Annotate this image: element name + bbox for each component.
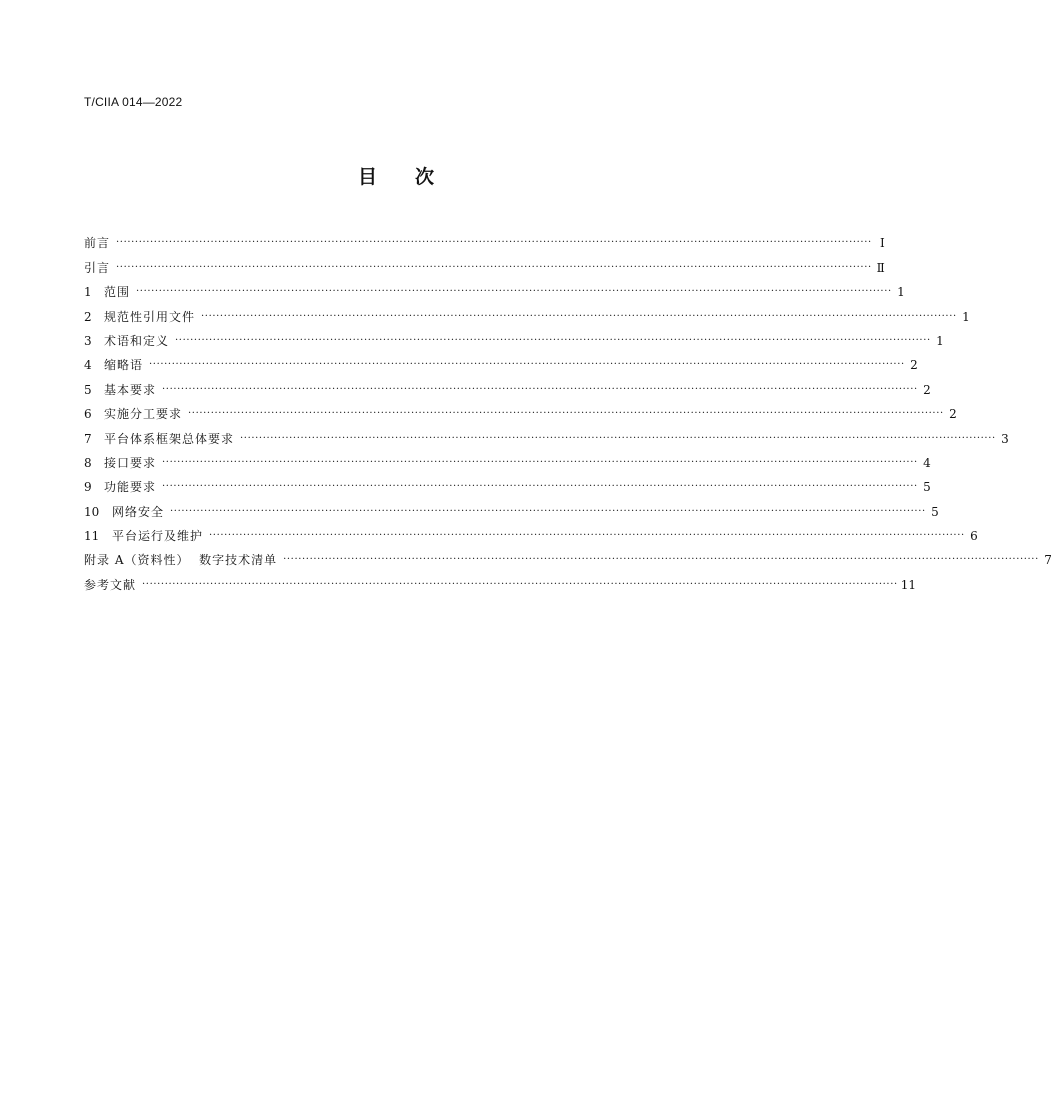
toc-entry-number: 1 [84,285,92,300]
toc-dot-leader: ········································································································································································································ [188,408,944,420]
toc-dot-leader: ········································································································································································································ [149,359,905,371]
toc-entry-label: 功能要求 [104,480,157,495]
toc-entry[interactable] [84,299,970,324]
toc-entry[interactable] [84,446,931,470]
toc-dot-leader: ········································································································································································································ [116,261,872,273]
toc-entry[interactable] [84,275,905,300]
toc-dot-leader: ········································································································································································································ [162,481,918,493]
toc-entry[interactable] [84,250,885,275]
toc-dot-leader: ········································································································································································································ [240,432,996,444]
toc-dot-leader: ········································································································································································································ [162,383,918,395]
toc-entry-number: 11 [84,529,100,544]
page-title [0,162,792,189]
toc-entry[interactable] [84,397,957,422]
toc-entry-label: 网络安全 [112,504,165,519]
toc-entry-number: 3 [84,333,92,348]
document-code: T/CIIA 014—2022 [84,95,183,109]
toc-entry-label: 基本要求 [104,382,157,397]
toc-entry-page: 5 [923,480,931,495]
toc-entry-label: 范围 [104,285,131,300]
toc-entry-page: Ⅰ [880,236,885,251]
toc-dot-leader: ········································································································································································································ [209,530,965,542]
toc-entry-label: 接口要求 [104,455,157,470]
toc-entry-page: 7 [1044,553,1052,568]
title-char-1: 目 [357,166,377,188]
toc-entry-number: 4 [84,358,92,373]
toc-entry-page: 6 [970,529,978,544]
toc-entry[interactable] [84,324,944,348]
toc-entry[interactable] [84,494,939,519]
toc-entry-page: 2 [910,358,918,373]
toc-entry[interactable] [84,470,931,495]
toc-entry-page: 1 [936,333,944,348]
toc-dot-leader: ········································································································································································································ [136,286,892,298]
toc-dot-leader: ········································································································································································································ [201,310,957,322]
toc-dot-leader: ········································································································································································································ [170,505,926,517]
toc-entry-number: 8 [84,455,92,470]
toc-entry[interactable] [84,543,1052,568]
toc-entry-label: 附录 A（资料性） 数字技术清单 [84,553,278,568]
toc-entry[interactable] [84,421,1009,446]
toc-entry[interactable] [84,226,885,251]
toc-entry-number: 6 [84,407,92,422]
toc-entry-label: 平台体系框架总体要求 [104,431,235,446]
toc-entry[interactable] [84,372,931,397]
toc-entry-number: 10 [84,504,100,519]
toc-entry-number: 2 [84,309,92,324]
toc-entry[interactable] [84,519,978,544]
toc-entry-page: 1 [897,285,905,300]
toc-entry-page: 11 [900,577,917,592]
toc-dot-leader: ········································································································································································································ [116,237,872,249]
toc-entry-label: 引言 [84,260,111,275]
toc-entry-label: 实施分工要求 [104,407,183,422]
toc-dot-leader: ········································································································································································································ [142,578,898,590]
title-char-2: 次 [415,166,435,188]
toc-entry-page: 1 [962,309,970,324]
toc-entry-label: 规范性引用文件 [104,309,196,324]
toc-entry-page: 2 [923,382,931,397]
toc-entry-page: 5 [931,504,939,519]
toc-entry-label: 术语和定义 [104,333,170,348]
toc-entry-page: 4 [923,455,931,470]
toc-entry-page: Ⅱ [876,260,885,275]
toc-entry[interactable] [84,567,917,592]
toc-entry-number: 5 [84,382,92,397]
toc-dot-leader: ········································································································································································································ [162,456,918,468]
toc-entry-label: 前言 [84,236,111,251]
toc-entry-page: 3 [1001,431,1009,446]
toc-entry-label: 缩略语 [104,358,144,373]
toc-entry-number: 9 [84,480,92,495]
toc-dot-leader: ········································································································································································································ [283,554,1039,566]
toc-entry-label: 参考文献 [84,577,137,592]
table-of-contents [84,226,1052,592]
toc-entry-label: 平台运行及维护 [112,529,204,544]
toc-entry-number: 7 [84,431,92,446]
toc-entry-page: 2 [949,407,957,422]
toc-dot-leader: ········································································································································································································ [175,334,931,346]
toc-entry[interactable] [84,348,918,373]
